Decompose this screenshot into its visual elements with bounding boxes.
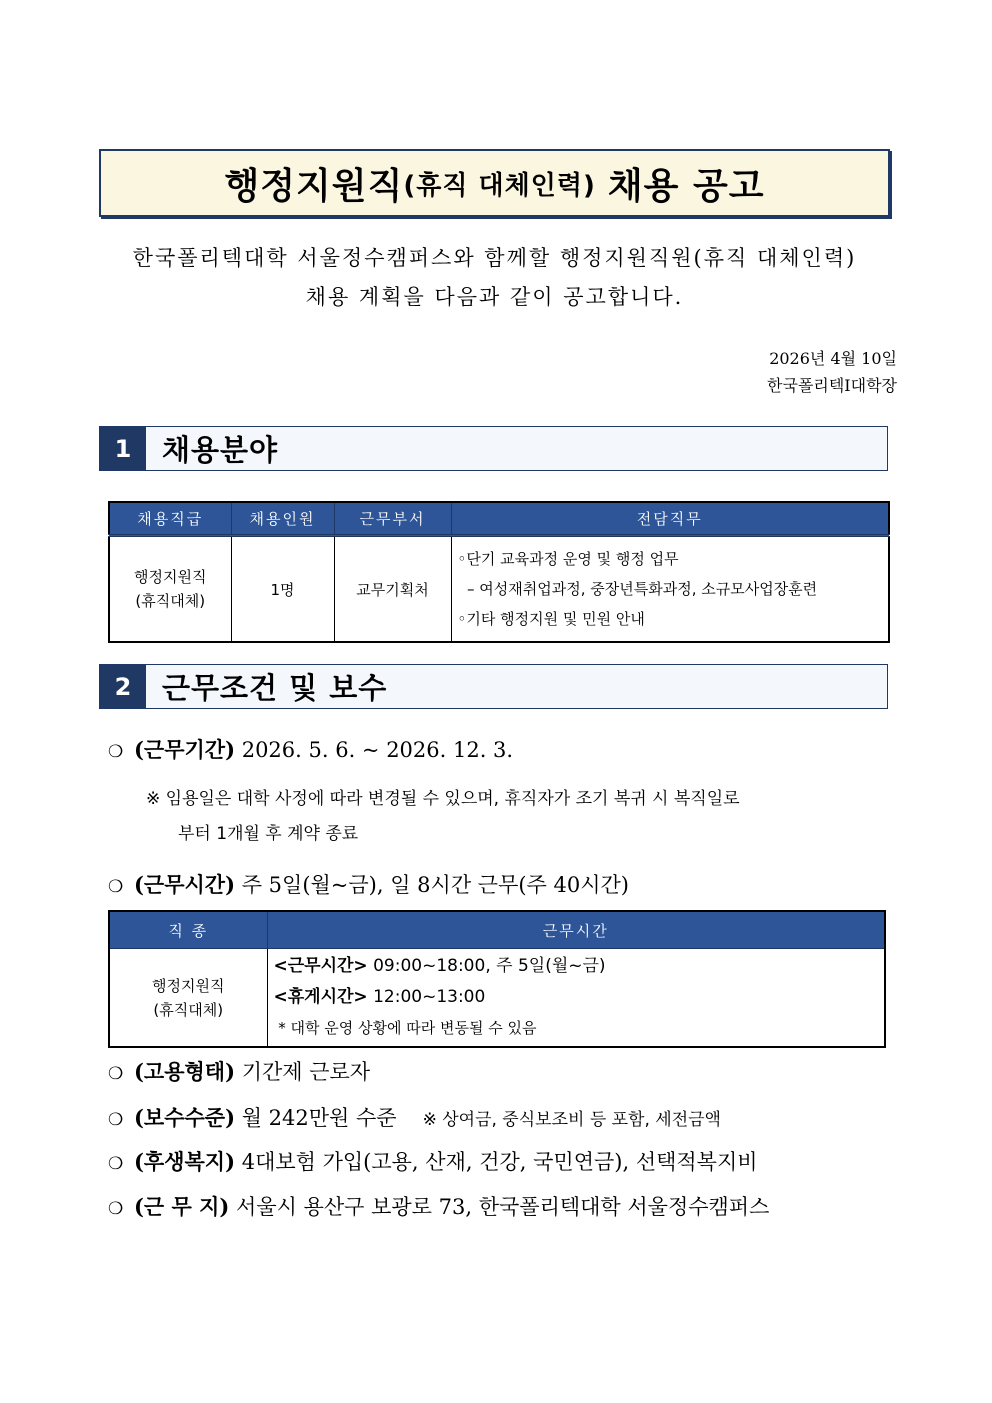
employment-type bbox=[108, 1056, 370, 1086]
pay-level bbox=[108, 1102, 721, 1132]
table-row bbox=[109, 949, 885, 1048]
hours-value: 주 5일(월~금), 일 8시간 근무(주 40시간) bbox=[235, 873, 629, 897]
rank-line-1: 행정지원직 bbox=[134, 568, 207, 586]
break-time-value: 12:00~13:00 bbox=[367, 987, 486, 1007]
place-label: (근 무 지) bbox=[134, 1194, 230, 1219]
duty-line-1: ◦단기 교육과정 운영 및 행정 업무 bbox=[457, 550, 679, 568]
title-paren: (휴직 대체인력) bbox=[403, 170, 596, 201]
work-place bbox=[108, 1191, 769, 1221]
work-hours-table bbox=[108, 910, 886, 1048]
welfare-label: (후생복지) bbox=[134, 1149, 236, 1174]
table-row bbox=[109, 536, 889, 643]
section-1-number: 1 bbox=[100, 427, 146, 470]
pay-value: 월 242만원 수준 bbox=[235, 1106, 397, 1130]
announcement-date: 2026년 4월 10일 bbox=[769, 349, 897, 368]
job-line-1: 행정지원직 bbox=[152, 976, 225, 995]
duty-line-3: ◦기타 행정지원 및 민원 안내 bbox=[457, 610, 645, 628]
rank-line-2: (휴직대체) bbox=[135, 592, 206, 610]
cell-count: 1명 bbox=[231, 536, 334, 643]
intro-line-2: 채용 계획을 다음과 같이 공고합니다. bbox=[305, 285, 684, 309]
bullet-icon: ❍ bbox=[108, 877, 124, 897]
section-1-header bbox=[99, 426, 888, 471]
hours-label: (근무시간) bbox=[134, 872, 236, 897]
issuer: 한국폴리텍I대학장 bbox=[767, 376, 897, 395]
section-1-title: 채용분야 bbox=[162, 433, 279, 467]
bullet-icon: ❍ bbox=[108, 1064, 124, 1084]
duty-line-2: – 여성재취업과정, 중장년특화과정, 소규모사업장훈련 bbox=[457, 580, 818, 598]
pay-label: (보수수준) bbox=[134, 1105, 236, 1130]
welfare-value: 4대보험 가입(고용, 산재, 건강, 국민연금), 선택적복지비 bbox=[235, 1150, 758, 1174]
col-header-hours: 근무시간 bbox=[267, 911, 885, 949]
bullet-icon: ❍ bbox=[108, 1199, 124, 1219]
cell-rank bbox=[109, 536, 231, 643]
title-main-a: 행정지원직 bbox=[224, 165, 404, 207]
job-line-2: (휴직대체) bbox=[153, 1000, 224, 1019]
work-period bbox=[108, 734, 513, 764]
recruitment-table bbox=[108, 501, 890, 643]
hours-note: * 대학 운영 상황에 따라 변동될 수 있음 bbox=[273, 1019, 537, 1037]
break-time-label: <휴게시간> bbox=[273, 987, 368, 1007]
bullet-icon: ❍ bbox=[108, 742, 124, 762]
cell-duty bbox=[451, 536, 889, 643]
page-title bbox=[99, 149, 890, 217]
pay-note: ※ 상여금, 중식보조비 등 포함, 세전금액 bbox=[422, 1110, 721, 1130]
employment-label: (고용형태) bbox=[134, 1059, 236, 1084]
period-value: 2026. 5. 6. ~ 2026. 12. 3. bbox=[235, 738, 514, 762]
employment-value: 기간제 근로자 bbox=[235, 1060, 371, 1084]
col-header-dept: 근무부서 bbox=[334, 502, 451, 536]
period-note-line-1: ※ 임용일은 대학 사정에 따라 변경될 수 있으며, 휴직자가 조기 복귀 시 복직일로 bbox=[146, 789, 740, 809]
col-header-rank: 채용직급 bbox=[109, 502, 231, 536]
col-header-count: 채용인원 bbox=[231, 502, 334, 536]
welfare bbox=[108, 1146, 758, 1176]
cell-hours bbox=[267, 949, 885, 1048]
title-main-b: 채용 공고 bbox=[607, 165, 765, 207]
intro-line-1: 한국폴리텍대학 서울정수캠퍼스와 함께할 행정지원직원(휴직 대체인력) bbox=[132, 246, 857, 270]
col-header-job: 직 종 bbox=[109, 911, 267, 949]
work-time-label: <근무시간> bbox=[273, 956, 368, 976]
section-2-number: 2 bbox=[100, 665, 146, 708]
cell-job bbox=[109, 949, 267, 1048]
place-value: 서울시 용산구 보광로 73, 한국폴리텍대학 서울정수캠퍼스 bbox=[229, 1195, 770, 1219]
period-label: (근무기간) bbox=[134, 737, 236, 762]
section-2-title: 근무조건 및 보수 bbox=[162, 671, 388, 705]
cell-dept: 교무기획처 bbox=[334, 536, 451, 643]
work-hours bbox=[108, 869, 629, 899]
bullet-icon: ❍ bbox=[108, 1154, 124, 1174]
col-header-duty: 전담직무 bbox=[451, 502, 889, 536]
period-note-line-2: 부터 1개월 후 계약 종료 bbox=[178, 824, 359, 844]
work-time-value: 09:00~18:00, 주 5일(월~금) bbox=[367, 956, 606, 976]
bullet-icon: ❍ bbox=[108, 1110, 124, 1130]
section-2-header bbox=[99, 664, 888, 709]
